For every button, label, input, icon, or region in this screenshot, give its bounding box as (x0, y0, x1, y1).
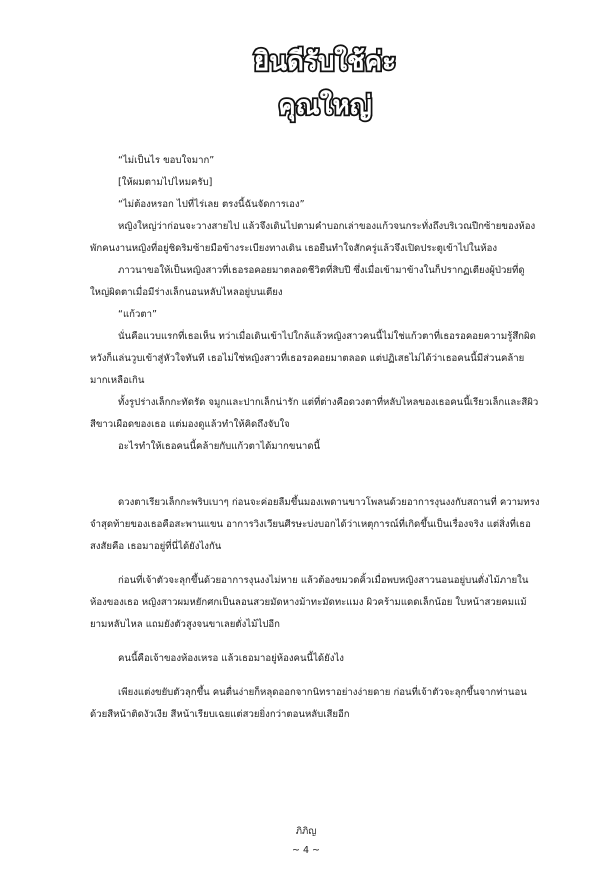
paragraph: “ไม่เป็นไร ขอบใจมาก” (118, 155, 215, 166)
paragraph-spacer (90, 558, 540, 570)
author-name: ภิภิญ (295, 826, 317, 837)
page-number: ~ 4 ~ (291, 845, 320, 856)
paragraph: เพียงแต่งขยับตัวลุกขึ้น คนตื่นง่ายก็หลุดออกจากนิทราอย่างง่ายดาย ก่อนที่เจ้าตัวจะลุกขึ้นจากท่านอนด้วยสีหน้าติดงัวเงีย สีหน้าเรียบเฉยแต่สวยยิ่งกว่าตอนหลับเสียอีก (90, 687, 527, 720)
page-body (90, 150, 540, 726)
title-logo (240, 34, 410, 134)
logo-line1: ยินดีรับใช้ค่ะ (253, 47, 397, 77)
paragraph-spacer (90, 670, 540, 682)
paragraph: “ไม่ต้องหรอก ไปที่ไร่เลย ตรงนี้ฉันจัดการเอง” (118, 199, 305, 210)
paragraph: “แก้วตา” (118, 309, 157, 320)
paragraph: คนนี้คือเจ้าของห้องเหรอ แล้วเธอมาอยู่ห้องคนนี้ได้ยังไง (118, 653, 344, 664)
paragraph: อะไรทำให้เธอคนนี้คล้ายกับแก้วตาได้มากขนาดนี้ (118, 441, 321, 452)
paragraph: [ให้ผมตามไปไหมครับ] (118, 177, 213, 188)
scene-break (90, 458, 540, 492)
paragraph: นั่นคือแวบแรกที่เธอเห็น ทว่าเมื่อเดินเข้าไปใกล้แล้วหญิงสาวคนนี้ไม่ใช่แก้วตาที่เธอรอคอยความรู้สึกผิดหวังก็แล่นวูบเข้าสู่หัวใจทันที เธอไม่ใช่หญิงสาวที่เธอรอคอยมาตลอด แต่ปฏิเสธไม่ได้ว่าเธอคนนี้มีส่วนคล้ายมากเหลือเกิน (90, 331, 536, 386)
paragraph: ทั้งรูปร่างเล็กกะทัดรัด จมูกและปากเล็กน่ารัก แต่ที่ต่างคือดวงตาที่หลับไหลของเธอคนนี้เรียวเล็กและสีผิวสีขาวเผือดของเธอ แต่มองดูแล้วทำให้คิดถึงจับใจ (90, 397, 539, 430)
paragraph: หญิงใหญ่ว่าก่อนจะวางสายไป แล้วจึงเดินไปตามคำบอกเล่าของแก้วจนกระทั่งถึงบริเวณปีกซ้ายของห้องพักคนงานหญิงที่อยู่ชิดริมซ้ายมือข้างระเบียงทางเดิน เธอยืนทำใจสักครู่แล้วจึงเปิดประตูเข้าไปในห้อง (90, 221, 536, 254)
paragraph: ภาวนาขอให้เป็นหญิงสาวที่เธอรอคอยมาตลอดชีวิตที่สิบปี ซึ่งเมื่อเข้ามาข้างในก็ปรากฏเตียงผู้ป่วยที่ดูใหญ่ผิดตาเมื่อมีร่างเล็กนอนหลับไหลอยู่บนเตียง (90, 265, 525, 298)
title-logo-art (240, 34, 410, 134)
paragraph: ดวงตาเรียวเล็กกะพริบเบาๆ ก่อนจะค่อยลืมขึ้นมองเพดานขาวโพลนด้วยอาการงุนงงกับสถานที่ ความทรงจำสุดท้ายของเธอคือสะพานแขน อาการวิงเวียนศีรษะบ่งบอกได้ว่าเหตุการณ์ที่เกิดขึ้นเป็นเรื่องจริง แต่สิ่งที่เธอสงสัยคือ เธอมาอยู่ที่นี่ได้ยังไงกัน (90, 497, 540, 552)
paragraph-spacer (90, 636, 540, 648)
paragraph: ก่อนที่เจ้าตัวจะลุกขึ้นด้วยอาการงุนงงไม่หาย แล้วต้องขมวดคิ้วเมื่อพบหญิงสาวนอนอยู่บนตั่งไม้ภายในห้องของเธอ หญิงสาวผมหยักศกเป็นลอนสวยมัดหางม้าทะมัดทะแมง ผิวคร้ามแดดเล็กน้อย ใบหน้าสวยคมแม้ยามหลับไหล แถมยังตัวสูงจนขาเลยตั่งไม้ไปอีก (90, 575, 529, 630)
logo-line2: คุณใหญ่ (278, 91, 372, 121)
